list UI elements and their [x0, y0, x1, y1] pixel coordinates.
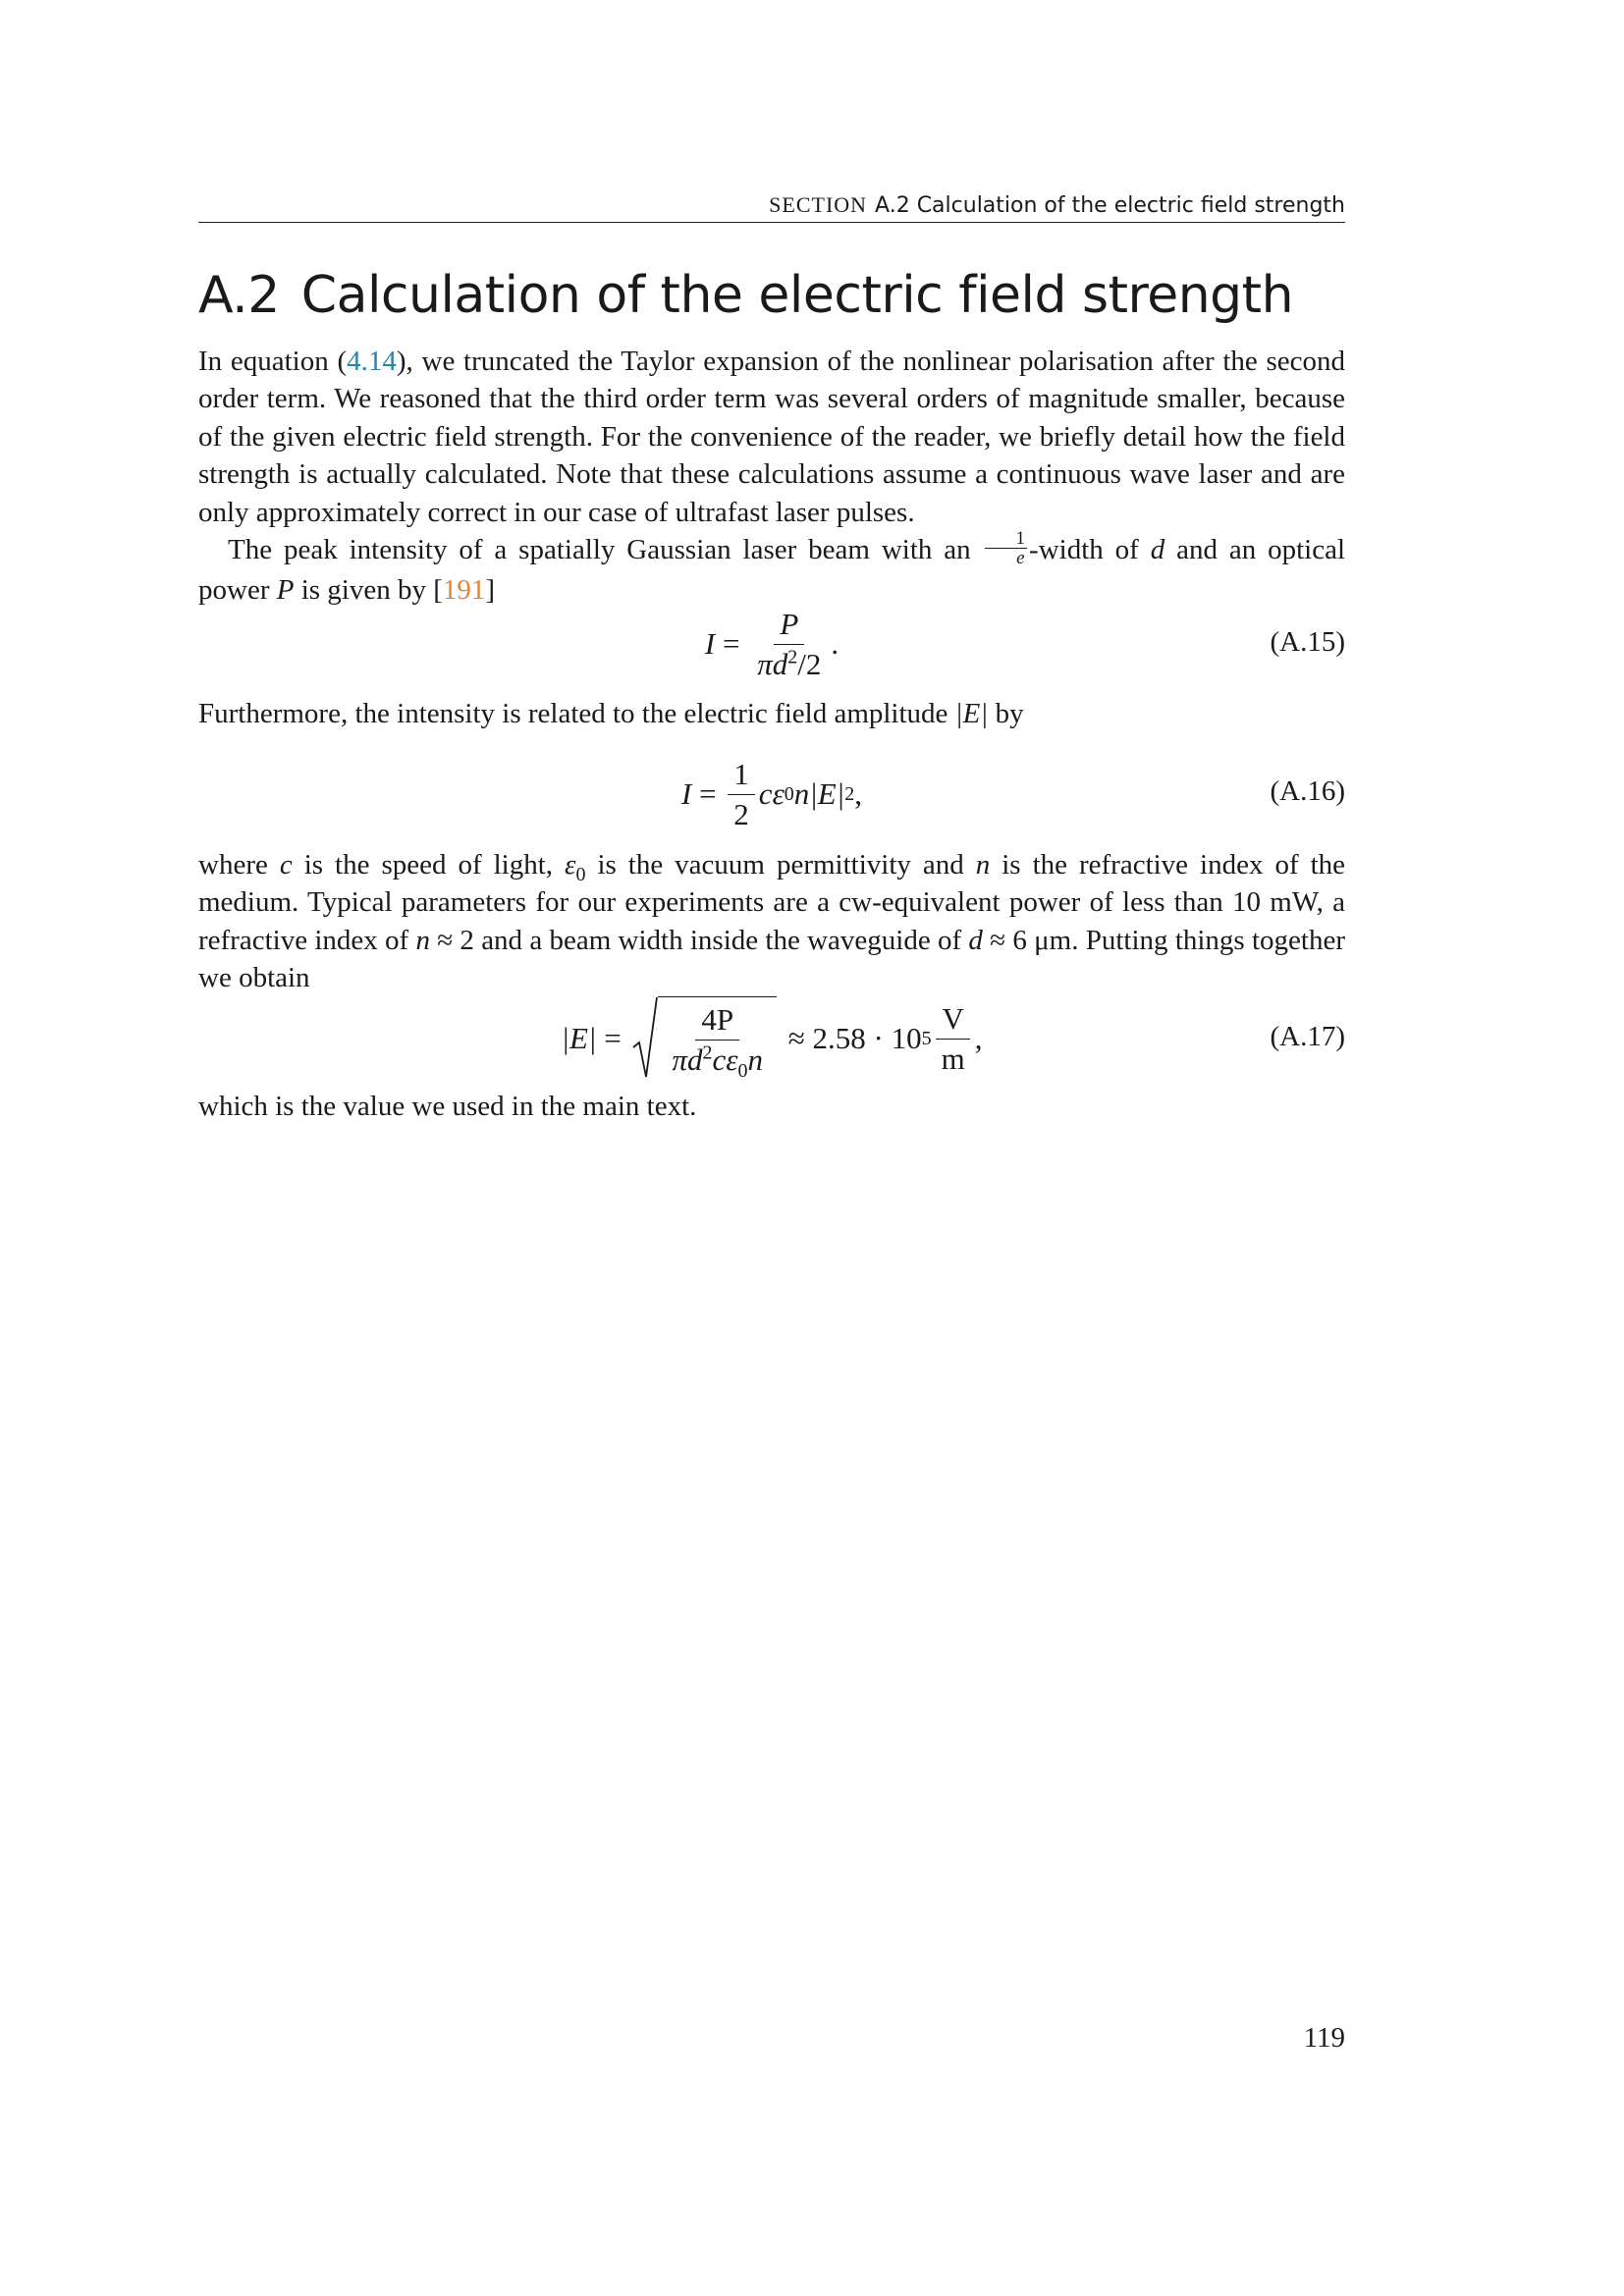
eq-lhs: I: [680, 776, 692, 811]
eq-fraction: [666, 1002, 769, 1083]
paragraph-conclusion: [198, 1088, 1345, 1125]
eq-fraction-denominator: [751, 645, 827, 681]
paragraph-text: , a refractive index of: [198, 886, 1345, 956]
section-number: A.2: [198, 266, 280, 325]
math-expression: |E|: [954, 698, 989, 729]
eq-fraction-denominator: 2: [733, 796, 749, 831]
body-text-upper: [198, 343, 1345, 609]
paragraph-intro-text: In equation (: [198, 346, 348, 377]
header-rule: [198, 222, 1345, 223]
eq-var: d: [687, 1042, 703, 1077]
equation-a17-number: (A.17): [1270, 1021, 1345, 1052]
eq-fraction: [728, 758, 755, 831]
eq-subscript: 0: [737, 1060, 748, 1083]
eq-pi: π: [672, 1042, 688, 1077]
eq-lhs: I: [704, 626, 716, 661]
paragraph-text: and a beam width inside the waveguide of: [473, 924, 969, 956]
equation-a16-body: I = $\frac{1}{2}$ c ε 0 n |E| 2 ,: [680, 756, 863, 831]
paragraph-text: is the speed of light,: [292, 849, 566, 881]
eq-var: n: [747, 1042, 763, 1077]
equation-a17: [198, 993, 1345, 1084]
eq-var: c: [712, 1042, 727, 1077]
paragraph-intro: [198, 343, 1345, 531]
eq-exponent: 2: [702, 1041, 713, 1064]
inline-fraction-denominator: e: [1016, 547, 1025, 568]
eq-var: d: [772, 646, 788, 681]
paragraph-peak-intensity: [198, 527, 1345, 609]
radical-sign-icon: [632, 996, 658, 1081]
eq-fraction-numerator: [695, 1003, 739, 1041]
eq-square-root: [632, 996, 777, 1081]
eq-unit-fraction: [936, 1002, 971, 1076]
eq-fraction-numerator: 1: [728, 758, 755, 795]
math-subscript: 0: [575, 863, 586, 885]
equation-a15-body: [198, 603, 1345, 685]
paragraph-text: The peak intensity of a spatially Gaussian laser beam with an: [228, 534, 983, 566]
paragraph-parameters: [198, 846, 1345, 997]
eq-fraction-numerator: P: [774, 608, 804, 645]
eq-punct: ,: [854, 776, 863, 811]
equation-a15: [198, 603, 1345, 685]
eq-var: c: [758, 776, 773, 811]
math-variable: n: [975, 849, 991, 881]
paragraph-text: and an optical power: [198, 534, 1345, 606]
eq-fraction: [751, 608, 827, 681]
eq-var: ε: [772, 776, 785, 811]
equation-a16: [198, 752, 1345, 836]
math-variable: P: [276, 573, 295, 606]
equation-reference-link[interactable]: 4.14: [347, 346, 397, 377]
equation-a17-body: |E| = $\frac{4P}{\pi d^2c\varepsilon_0n}$ ≈ 2.58 · 10 5 $\frac{V}{m}$ ,: [198, 993, 1345, 1084]
math-variable: c: [279, 849, 293, 881]
eq-lhs: |E|: [561, 1021, 597, 1055]
eq-var: ε: [726, 1042, 738, 1077]
math-expression: ≈ 6 μm: [982, 924, 1072, 956]
eq-punct: .: [831, 626, 839, 661]
eq-fraction-denominator: [666, 1041, 769, 1083]
eq-unit-denominator: m: [941, 1041, 965, 1076]
inline-fraction: [985, 529, 1028, 567]
running-header-label: SECTION: [769, 192, 868, 217]
paragraph-text: by: [988, 698, 1024, 729]
math-variable: ε: [565, 849, 576, 881]
paragraph-text: -width of: [1029, 534, 1151, 566]
inline-fraction-numerator: 1: [985, 529, 1028, 549]
paragraph-text: Furthermore, the intensity is related to the electric field amplitude: [198, 698, 955, 729]
page-number: 119: [1303, 2022, 1345, 2054]
eq-approx-value: ≈ 2.58 · 10: [781, 1021, 922, 1055]
paragraph-text: is given by [: [294, 573, 443, 606]
paragraph-text: which is the value we used in the main text.: [198, 1091, 697, 1122]
eq-unit-numerator: V: [936, 1002, 969, 1040]
paragraph-text: is the refractive index of the medium. Typical parameters for our experiments are a cw-equivalent power of less than: [198, 849, 1346, 919]
eq-var: |E|: [809, 776, 845, 811]
section-title-text: Calculation of the electric field strength: [300, 266, 1294, 325]
equation-a16-number: (A.16): [1270, 775, 1345, 807]
eq-radicand: [658, 996, 777, 1081]
running-header-title: A.2 Calculation of the electric field strength: [875, 193, 1345, 218]
eq-var: n: [793, 776, 810, 811]
eq-equals: =: [691, 776, 725, 811]
power-value: 10 mW: [1232, 886, 1317, 919]
paragraph-intro-text-cont: ), we truncated the Taylor expansion of the nonlinear polarisation after the second order term. We reasoned that the third order term was several orders of magnitude smaller, because of the given electric field strength. For the convenience of the reader, we briefly detail how the field strength is actually calculated. Note that these calculations assume a continuous wave laser and are only approximately correct in our case of ultrafast laser pulses.: [198, 346, 1346, 528]
math-variable: d: [1150, 534, 1165, 566]
math-expression: ≈ 2: [429, 924, 474, 956]
paragraph-text: ]: [485, 573, 496, 606]
citation-link[interactable]: 191: [442, 573, 486, 606]
paragraph-field-amplitude: [198, 695, 1345, 732]
eq-equals: =: [596, 1021, 629, 1055]
eq-punct: ,: [974, 1021, 983, 1055]
paragraph-text: where: [198, 849, 280, 881]
eq-text: /2: [797, 646, 822, 681]
equation-a15-number: (A.15): [1270, 626, 1345, 658]
eq-equals: =: [715, 626, 748, 661]
paragraph-text: is the vacuum permittivity and: [585, 849, 976, 881]
eq-exponent: 2: [787, 646, 798, 668]
paragraph-text: . Putting things together we obtain: [198, 924, 1345, 994]
eq-pi: π: [757, 646, 773, 681]
eq-numerator-text: 4P: [701, 1002, 734, 1037]
section-title: [198, 263, 1293, 328]
math-variable: n: [415, 924, 430, 956]
math-variable: d: [968, 924, 983, 956]
running-header: [198, 190, 1345, 221]
